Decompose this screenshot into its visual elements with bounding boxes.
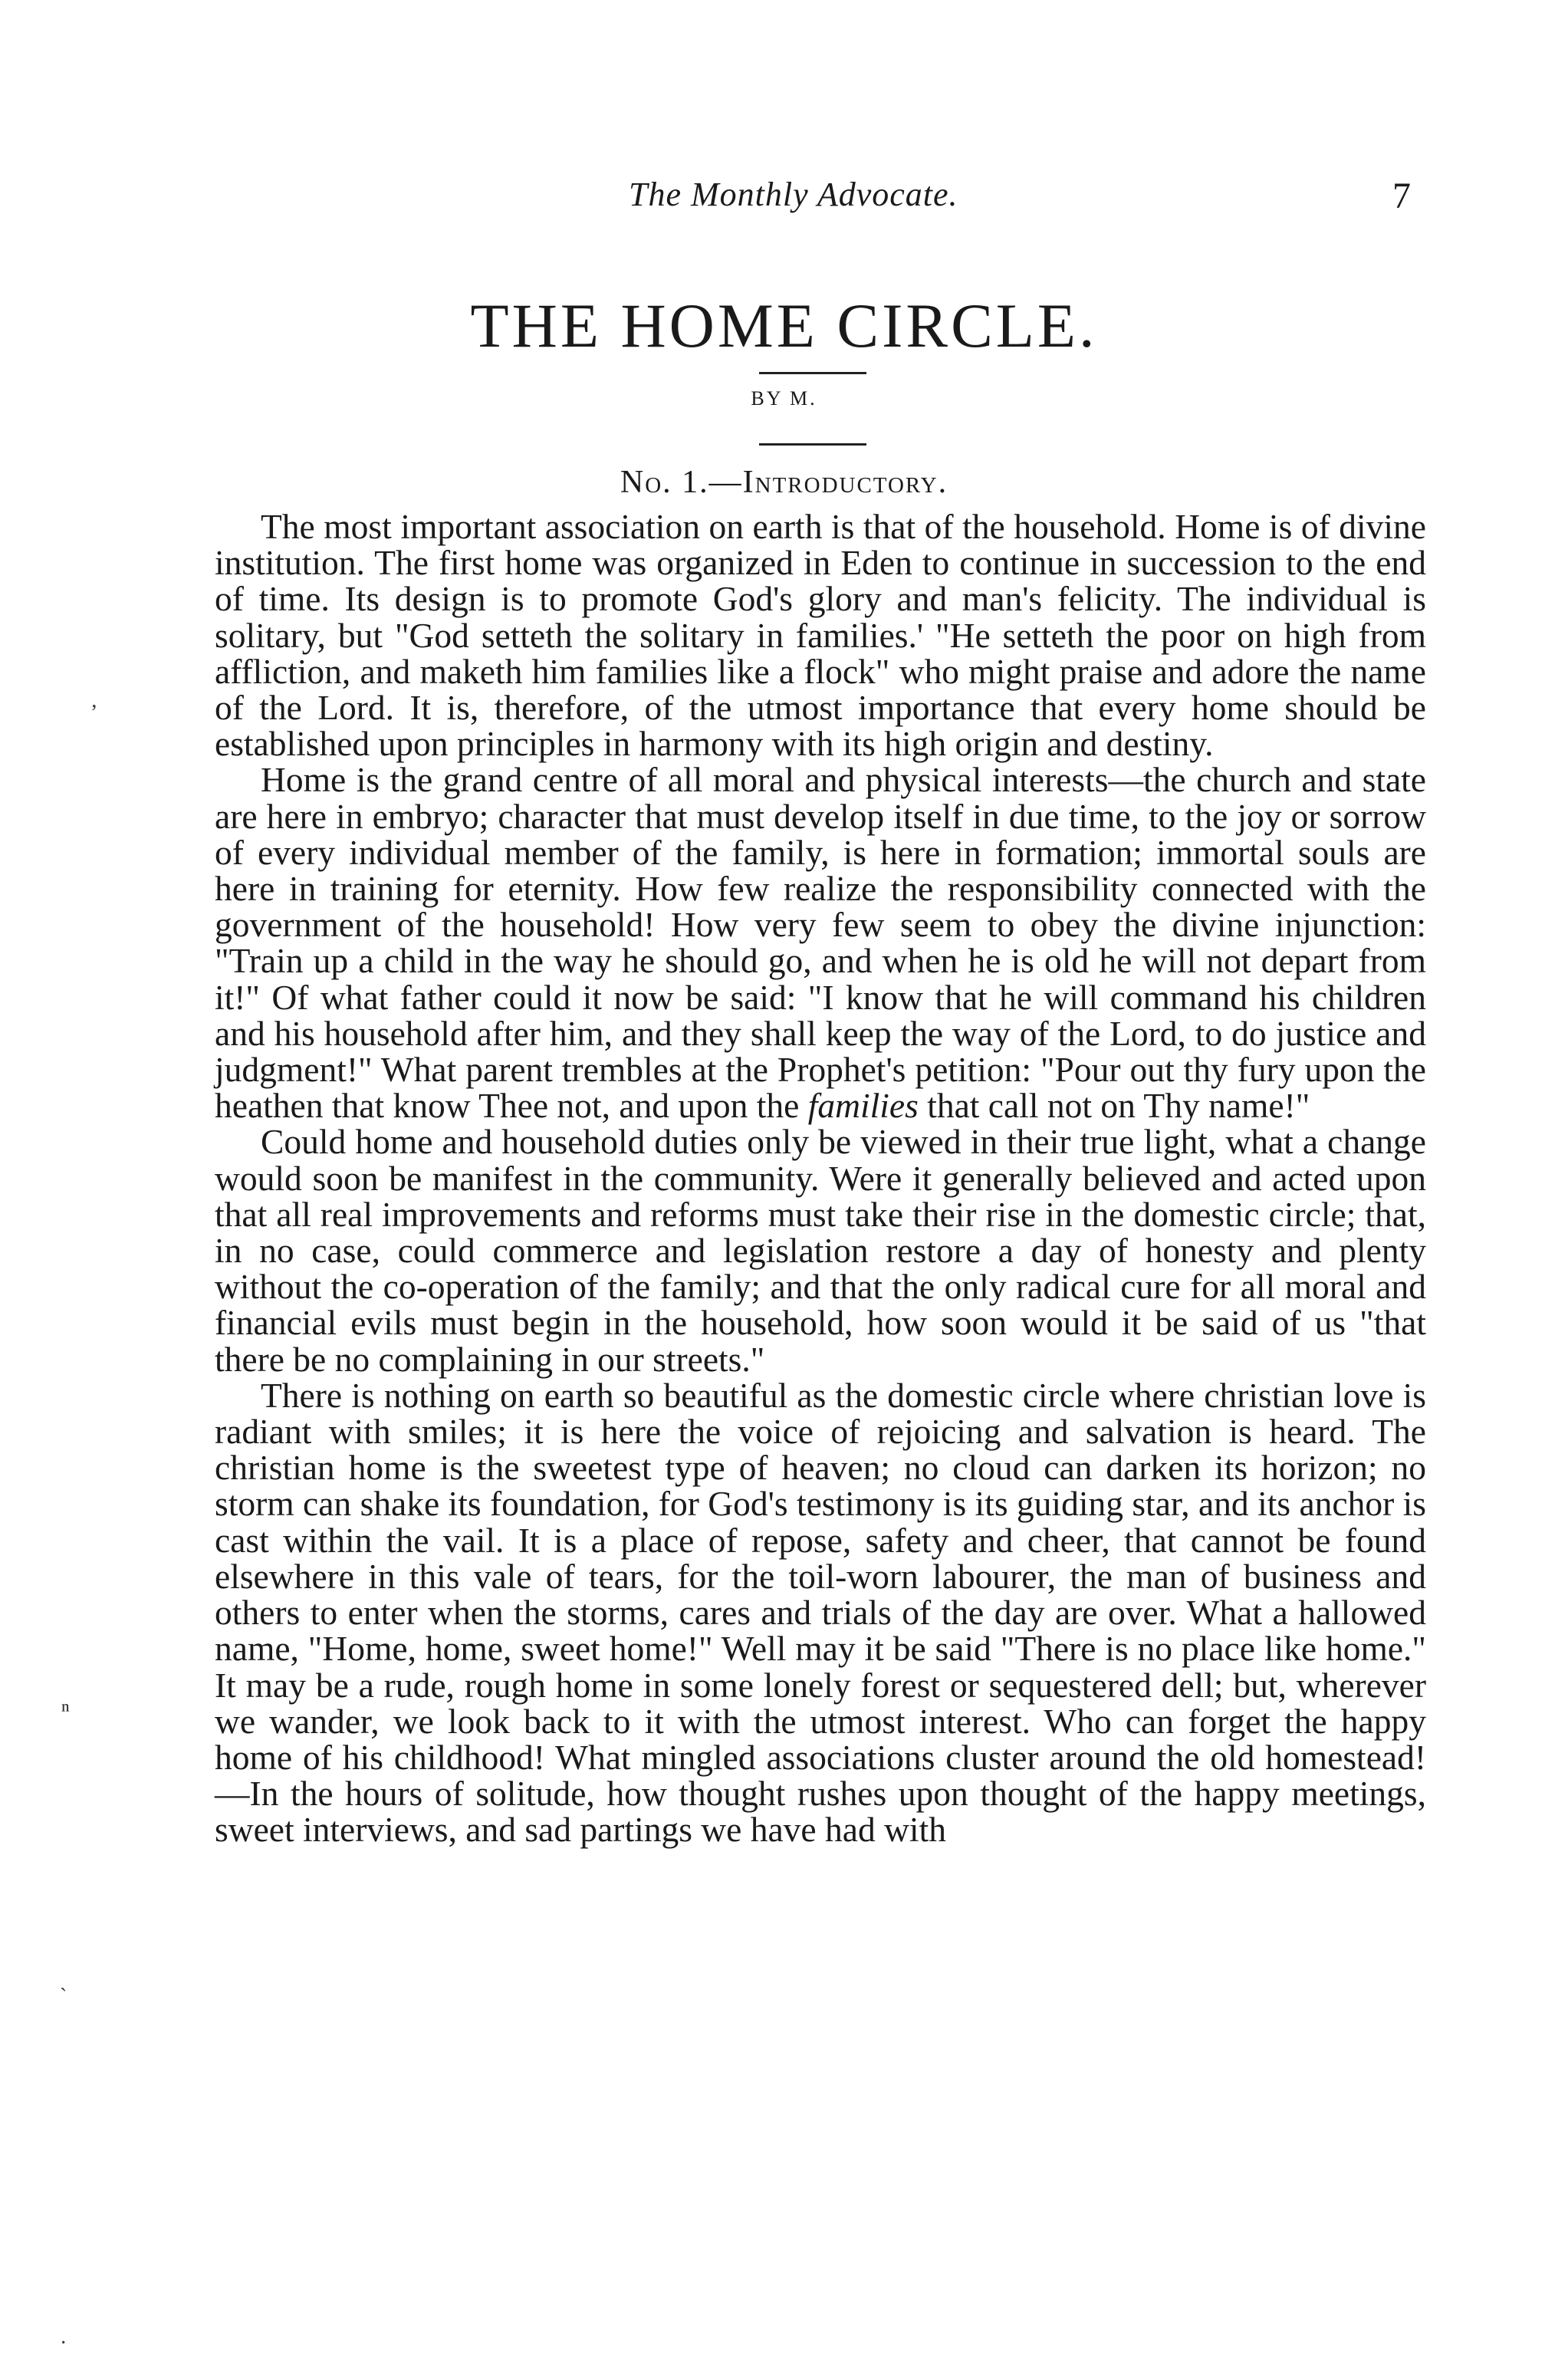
margin-mark: ⁿ bbox=[61, 1696, 70, 1725]
article-title: THE HOME CIRCLE. bbox=[470, 291, 1098, 360]
title-rule bbox=[759, 372, 866, 374]
paragraph-2 bbox=[215, 760, 1426, 1126]
byline-rule bbox=[759, 443, 866, 446]
running-head bbox=[0, 175, 1568, 221]
article-body bbox=[215, 508, 1426, 1848]
margin-mark: · bbox=[60, 2331, 67, 2355]
paragraph-3: Could home and household duties only be viewed in their true light, what a change would soon be manifest in the community. Were it generally believed and acted upon that all real improvements and reforms must take their rise in the domestic circle; that, in no case, could commerce and legislation restore a day of honesty and plenty without the co-operation of the family; and that the only radical cure for all moral and financial evils must begin in the household, how soon would it be said of us "that there be no complaining in our streets." bbox=[215, 1122, 1426, 1379]
paragraph-1: The most important association on earth is that of the household. Home is of divine institution. The first home was organized in Eden to continue in succession to the end of time. Its design is to promote God's glory and man's felicity. The individual is solitary, but "God setteth the solitary in families.' "He setteth the poor on high from affliction, and maketh him families like a flock" who might praise and adore the name of the Lord. It is, therefore, of the utmost importance that every home should be established upon principles in harmony with its high origin and destiny. bbox=[215, 507, 1426, 764]
paragraph-4: There is nothing on earth so beautiful as the domestic circle where christian love is radiant with smiles; it is here the voice of rejoicing and salvation is heard. The christian home is the sweetest type of heaven; no cloud can darken its horizon; no storm can shake its foundation, for God's testimony is its guiding star, and its anchor is cast within the vail. It is a place of repose, safety and cheer, that cannot be found elsewhere in this vale of tears, for the toil-worn labourer, the man of business and others to enter when the storms, cares and trials of the day are over. What a hallowed name, "Home, home, sweet home!" Well may it be said "There is no place like home." It may be a rude, rough home in some lonely forest or sequestered dell; but, wherever we wander, we look back to it with the utmost interest. Who can forget the happy home of his childhood! What mingled associations cluster around the old homestead! —In the hours of solitude, how thought rushes upon thought of the happy meetings, sweet interviews, and sad partings we have had with bbox=[215, 1375, 1426, 1850]
running-title: The Monthly Advocate. bbox=[629, 176, 958, 213]
paragraph-2-text: Home is the grand centre of all moral and physical interests—the church and state are here in embryo; character that must develop itself in due time, to the joy or sorrow of every individual member of the family, is here in formation; immortal souls are here in training for eternity. How few realize the responsibility connected with the government of the household! How very few seem to obey the divine injunction: "Train up a child in the way he should go, and when he is old he will not depart from it!" Of what father could it now be said: "I know that he will command his children and his household after him, and they shall keep the way of the Lord, to do justice and judgment!" What parent trembles at the Prophet's petition: "Pour out thy fury upon the heathen that know Thee not, and upon the bbox=[215, 760, 1426, 1126]
margin-mark: ‚ bbox=[90, 689, 98, 712]
page-number: 7 bbox=[1392, 176, 1411, 216]
byline: BY M. bbox=[751, 387, 817, 410]
margin-mark: ˋ bbox=[60, 1985, 67, 2008]
paragraph-2-emphasis: families bbox=[807, 1086, 919, 1126]
paragraph-2-end: that call not on Thy name!" bbox=[927, 1086, 1310, 1126]
article-subtitle: No. 1.—Introductory. bbox=[620, 465, 948, 500]
